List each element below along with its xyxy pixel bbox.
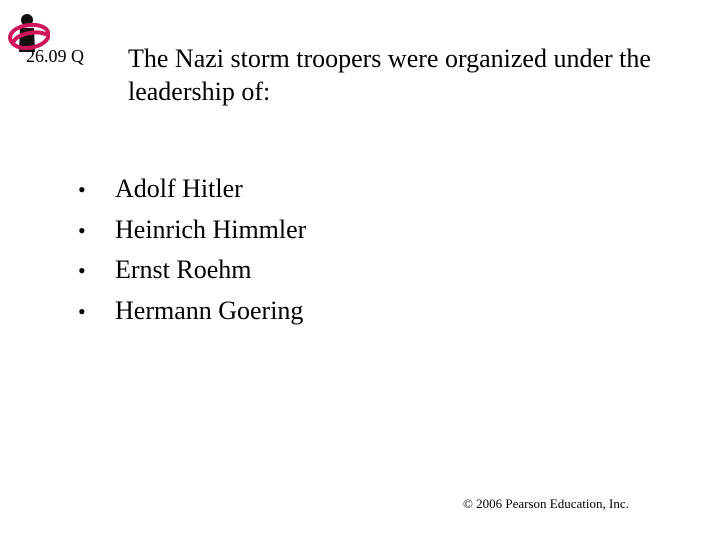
question-text: The Nazi storm troopers were organized under the leadership of:: [128, 44, 651, 106]
answer-option-1: [78, 172, 306, 213]
answer-option-2: [78, 213, 306, 254]
bullet: •: [78, 217, 86, 243]
answer-label: Ernst Roehm: [115, 255, 252, 284]
answer-label: Adolf Hitler: [115, 174, 243, 203]
answer-list: [78, 172, 306, 334]
answer-option-3: [78, 253, 306, 294]
bullet: •: [78, 177, 86, 202]
bullet: •: [78, 258, 86, 283]
answer-label: Hermann Goering: [115, 295, 304, 325]
bullet: •: [78, 298, 86, 324]
answer-option-4: [78, 294, 306, 335]
question-number: 26.09 Q: [26, 46, 84, 66]
answer-label: Heinrich Himmler: [115, 214, 307, 244]
copyright-notice: © 2006 Pearson Education, Inc.: [463, 496, 629, 511]
